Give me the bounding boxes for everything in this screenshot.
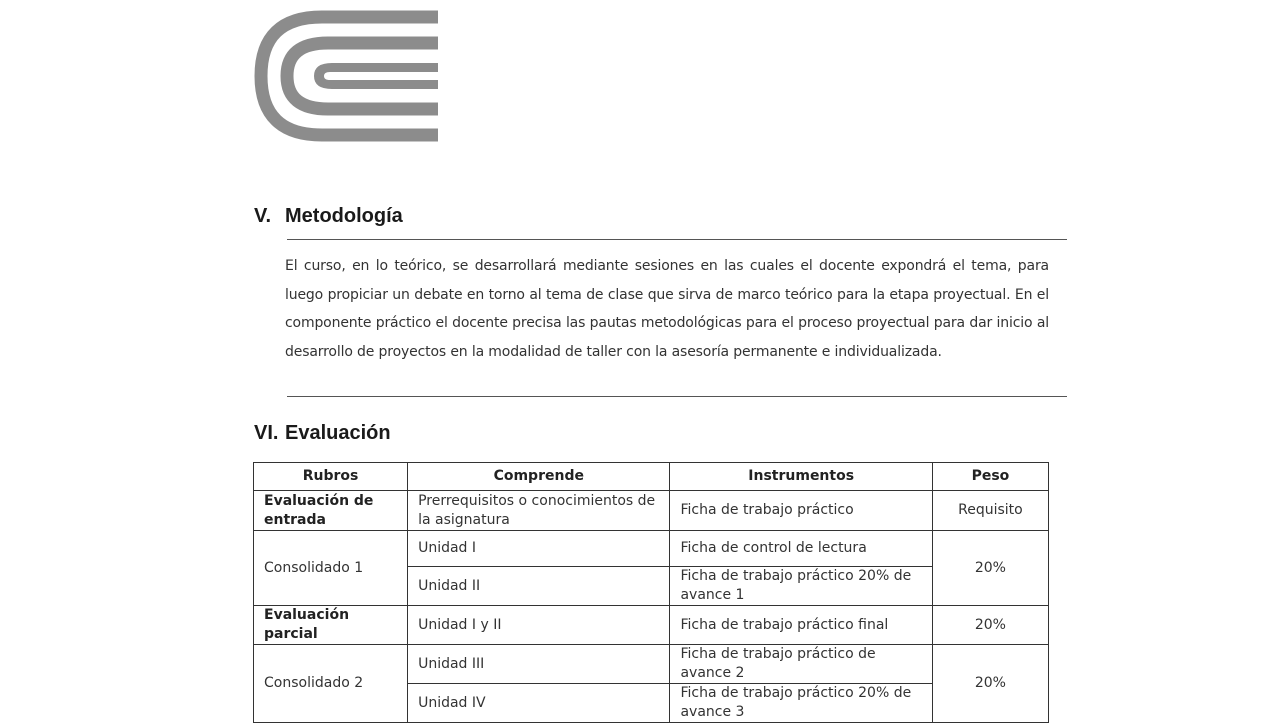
section-heading: Evaluación xyxy=(285,422,391,444)
cell-instrumento: Ficha de control de lectura xyxy=(670,531,932,567)
cell-instrumento: Ficha de trabajo práctico 20% de avance 1 xyxy=(670,567,932,606)
cell-instrumento: Ficha de trabajo práctico de avance 2 xyxy=(670,645,932,684)
cell-instrumento: Ficha de trabajo práctico xyxy=(670,491,932,531)
header-rubros: Rubros xyxy=(254,463,408,491)
cell-rubro: Evaluación de entrada xyxy=(254,491,408,531)
section-title-evaluacion xyxy=(254,422,391,445)
section-number: V. xyxy=(254,205,272,227)
cell-rubro: Consolidado 2 xyxy=(254,645,408,723)
divider xyxy=(287,239,1067,240)
table-row xyxy=(254,531,1049,567)
cell-instrumento: Ficha de trabajo práctico 20% de avance 3 xyxy=(670,684,932,723)
cell-rubro: Consolidado 1 xyxy=(254,531,408,606)
cell-comprende: Unidad IV xyxy=(408,684,670,723)
institution-logo xyxy=(254,10,440,142)
cell-comprende: Unidad I y II xyxy=(408,606,670,645)
cell-peso: 20% xyxy=(932,531,1048,606)
metodologia-paragraph: El curso, en lo teórico, se desarrollará mediante sesiones en las cuales el docente expondrá el tema, para luego propiciar un debate en torno al tema de clase que sirva de marco teórico para la etapa proyectual. En el componente práctico el docente precisa las pautas metodológicas para el proceso proyectual para dar inicio al desarrollo de proyectos en la modalidad de taller con la asesoría permanente e individualizada. xyxy=(285,258,1049,360)
header-instrumentos: Instrumentos xyxy=(670,463,932,491)
cell-peso: 20% xyxy=(932,645,1048,723)
evaluation-table xyxy=(253,462,1049,723)
cell-comprende: Unidad III xyxy=(408,645,670,684)
section-number: VI. xyxy=(254,422,279,444)
table-row xyxy=(254,491,1049,531)
cell-comprende: Prerrequisitos o conocimientos de la asignatura xyxy=(408,491,670,531)
cell-instrumento: Ficha de trabajo práctico final xyxy=(670,606,932,645)
divider xyxy=(287,396,1067,397)
cell-peso: Requisito xyxy=(932,491,1048,531)
cell-peso: 20% xyxy=(932,606,1048,645)
table-header-row xyxy=(254,463,1049,491)
section-heading: Metodología xyxy=(285,205,403,227)
cell-comprende: Unidad II xyxy=(408,567,670,606)
header-comprende: Comprende xyxy=(408,463,670,491)
table-row xyxy=(254,645,1049,684)
cell-rubro: Evaluación parcial xyxy=(254,606,408,645)
header-peso: Peso xyxy=(932,463,1048,491)
table-row xyxy=(254,606,1049,645)
section-title-metodologia xyxy=(254,205,403,228)
cell-comprende: Unidad I xyxy=(408,531,670,567)
